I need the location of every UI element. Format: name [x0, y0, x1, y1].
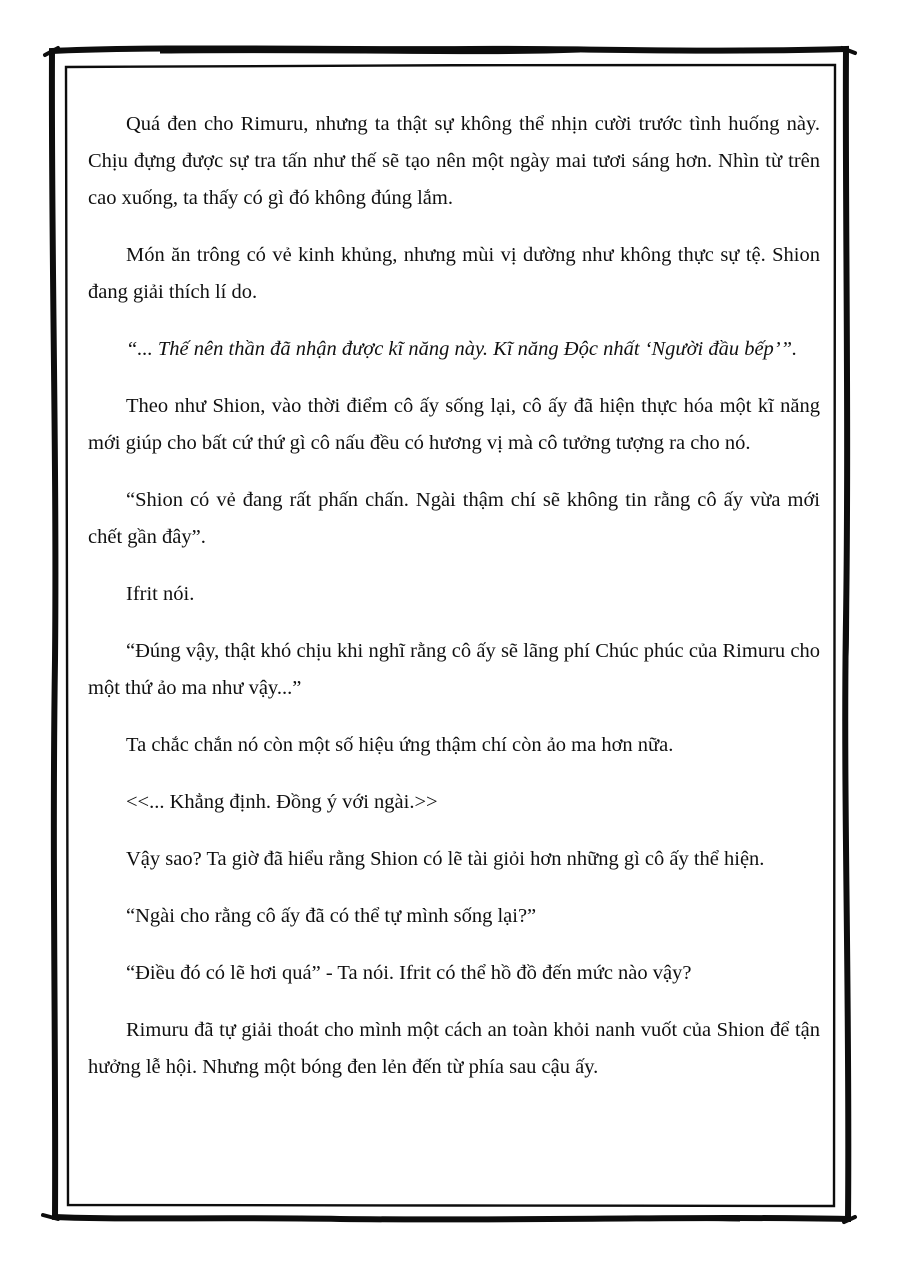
paragraph: <<... Khẳng định. Đồng ý với ngài.>>: [126, 791, 438, 813]
paragraph: “Shion có vẻ đang rất phấn chấn. Ngài thậm chí sẽ không tin rằng cô ấy vừa mới chết gần đây”.: [88, 489, 820, 548]
border-top-bulge: [160, 51, 580, 53]
page-content: [88, 106, 820, 1106]
paragraph: Quá đen cho Rimuru, nhưng ta thật sự không thể nhịn cười trước tình huống này. Chịu đựng được sự tra tấn như thế sẽ tạo nên một ngày mai tươi sáng hơn. Nhìn từ trên cao xuống, ta thấy có gì đó không đúng lắm.: [88, 113, 820, 209]
paragraph: Theo như Shion, vào thời điểm cô ấy sống lại, cô ấy đã hiện thực hóa một kĩ năng mới giúp cho bất cứ thứ gì cô nấu đều có hương vị mà cô tưởng tượng ra cho nó.: [88, 395, 820, 454]
paragraph: Món ăn trông có vẻ kinh khủng, nhưng mùi vị dường như không thực sự tệ. Shion đang giải thích lí do.: [88, 244, 820, 303]
paragraph: Rimuru đã tự giải thoát cho mình một cách an toàn khỏi nanh vuốt của Shion để tận hưởng lễ hội. Nhưng một bóng đen lẻn đến từ phía sau cậu ấy.: [88, 1019, 820, 1078]
paragraph: Ifrit nói.: [126, 583, 195, 605]
border-bottom-bulge: [300, 1219, 740, 1220]
paragraph: Ta chắc chắn nó còn một số hiệu ứng thậm chí còn ảo ma hơn nữa.: [126, 734, 674, 756]
paragraph: “Điều đó có lẽ hơi quá” - Ta nói. Ifrit có thể hồ đồ đến mức nào vậy?: [126, 962, 692, 984]
border-corner-tail-bottomleft: [43, 1215, 58, 1219]
paragraph: “Đúng vậy, thật khó chịu khi nghĩ rằng cô ấy sẽ lãng phí Chúc phúc của Rimuru cho một thứ ảo ma như vậy...”: [88, 640, 820, 699]
border-corner-tail-topright: [842, 48, 855, 53]
paragraph: “Ngài cho rằng cô ấy đã có thể tự mình sống lại?”: [126, 905, 537, 927]
border-corner-tail-topleft: [45, 48, 58, 55]
border-right-bulge: [846, 470, 848, 680]
paragraph-skill-quote: “... Thế nên thần đã nhận được kĩ năng này. Kĩ năng Độc nhất ‘Người đầu bếp’”.: [126, 338, 798, 360]
border-corner-tail-bottomright: [844, 1217, 855, 1222]
paragraph: Vậy sao? Ta giờ đã hiểu rằng Shion có lẽ tài giỏi hơn những gì cô ấy thể hiện.: [126, 848, 765, 870]
